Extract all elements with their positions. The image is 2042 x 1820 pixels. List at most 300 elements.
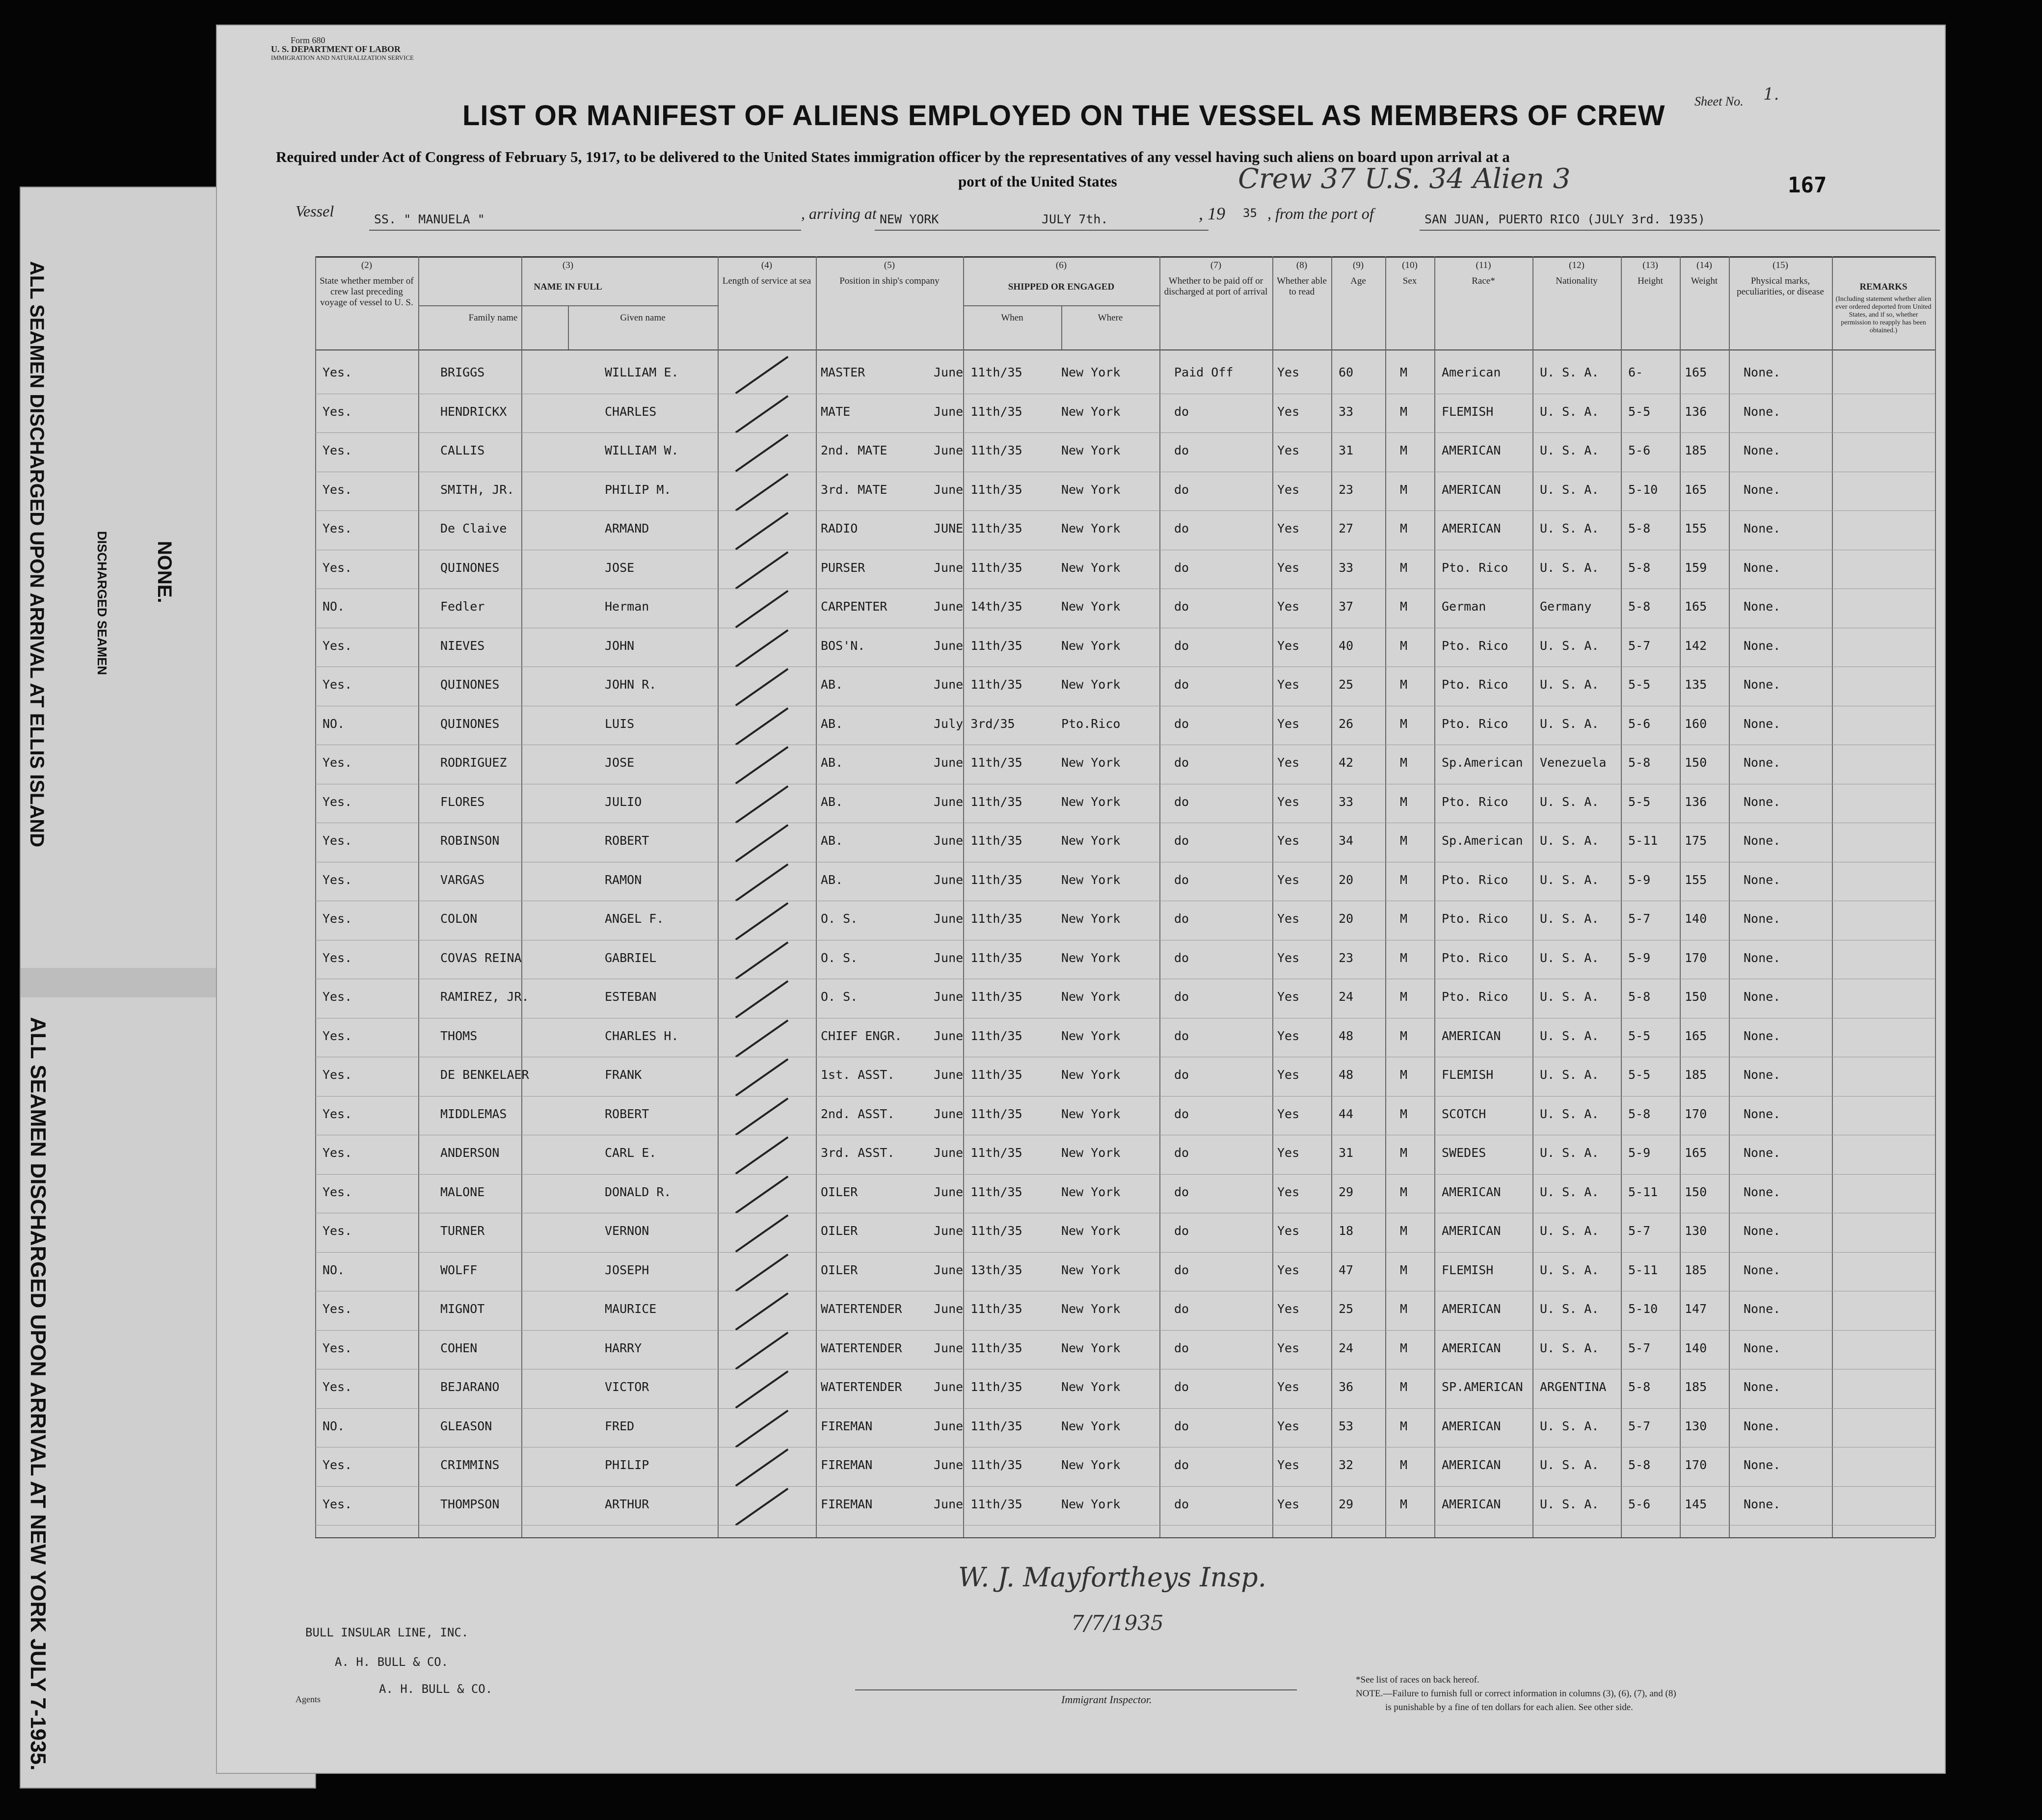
cell-sex: M [1400, 560, 1408, 575]
check-mark-stroke [735, 1019, 789, 1058]
cell-paid: do [1174, 638, 1189, 653]
cell-position: WATERTENDER [821, 1302, 902, 1316]
cell-read: Yes [1277, 365, 1300, 379]
cell-paid: do [1174, 521, 1189, 535]
cell-nat: U. S. A. [1540, 1302, 1599, 1316]
cell-sex: M [1400, 677, 1408, 692]
cell-sex: M [1400, 443, 1408, 457]
column-header: Nationality [1556, 276, 1598, 286]
cell-nat: U. S. A. [1540, 1068, 1599, 1082]
cell-race: FLEMISH [1442, 1068, 1494, 1082]
cell-sex: M [1400, 950, 1408, 965]
cell-position: PURSER [821, 560, 865, 575]
cell-sex: M [1400, 1106, 1408, 1121]
cell-prev: Yes. [322, 443, 352, 457]
column-header: REMARKS [1859, 282, 1908, 292]
cell-weight: 142 [1685, 638, 1707, 653]
cell-where: New York [1061, 1224, 1121, 1238]
cell-position: 2nd. MATE [821, 443, 887, 457]
cell-position: O. S. [821, 950, 858, 965]
cell-nat: U. S. A. [1540, 990, 1599, 1004]
cell-read: Yes [1277, 638, 1300, 653]
footnote-races: *See list of races on back hereof. [1356, 1675, 1479, 1685]
column-header: Physical marks, peculiarities, or disease [1737, 276, 1824, 297]
cell-age: 29 [1339, 1497, 1354, 1511]
column-rule [1621, 256, 1622, 1537]
cell-given: JULIO [605, 794, 642, 809]
form-department: U. S. DEPARTMENT OF LABOR [271, 44, 401, 54]
cell-family: THOMS [440, 1028, 478, 1043]
cell-marks: None. [1744, 1458, 1781, 1472]
column-rule [1272, 256, 1273, 1537]
cell-family: DE BENKELAER [440, 1068, 529, 1082]
cell-age: 25 [1339, 1302, 1354, 1316]
cell-when: June 11th/35 [934, 872, 1022, 887]
cell-nat: U. S. A. [1540, 560, 1599, 575]
cell-paid: do [1174, 1028, 1189, 1043]
cell-race: SCOTCH [1442, 1106, 1486, 1121]
cell-where: New York [1061, 1028, 1121, 1043]
cell-where: New York [1061, 833, 1121, 848]
cell-given: JOSEPH [605, 1262, 649, 1277]
year-prefix: , 19 [1199, 204, 1225, 223]
cell-prev: Yes. [322, 990, 352, 1004]
cell-nat: U. S. A. [1540, 1146, 1599, 1160]
cell-nat: U. S. A. [1540, 1340, 1599, 1355]
cell-where: New York [1061, 638, 1121, 653]
check-mark-stroke [735, 473, 789, 511]
cell-position: AB. [821, 872, 843, 887]
cell-when: June 13th/35 [934, 1262, 1022, 1277]
cell-sex: M [1400, 1068, 1408, 1082]
form-number: Form 680 [291, 35, 325, 45]
cell-nat: U. S. A. [1540, 1224, 1599, 1238]
cell-given: GABRIEL [605, 950, 657, 965]
column-rule [1434, 256, 1435, 1537]
cell-paid: do [1174, 443, 1189, 457]
check-mark-stroke [735, 941, 789, 980]
column-subheader: (Including statement whether alien ever ordered deported from United States, and if so, whether permission to reapply has been obtained.) [1835, 295, 1932, 335]
check-mark-stroke [735, 395, 789, 433]
cell-height: 5-6 [1628, 1497, 1651, 1511]
column-header: Whether to be paid off or discharged at port of arrival [1164, 276, 1268, 297]
manifest-page [216, 25, 1946, 1774]
cell-sex: M [1400, 1497, 1408, 1511]
cell-nat: U. S. A. [1540, 833, 1599, 848]
column-header: Age [1350, 276, 1366, 286]
cell-height: 5-6 [1628, 716, 1651, 731]
cell-weight: 140 [1685, 911, 1707, 926]
cell-age: 23 [1339, 482, 1354, 497]
cell-prev: Yes. [322, 755, 352, 770]
cell-race: Pto. Rico [1442, 677, 1508, 692]
cell-when: June 11th/35 [934, 950, 1022, 965]
cell-family: GLEASON [440, 1419, 492, 1433]
cell-prev: Yes. [322, 1184, 352, 1199]
cell-family: ROBINSON [440, 833, 500, 848]
cell-age: 53 [1339, 1419, 1354, 1433]
cell-weight: 165 [1685, 365, 1707, 379]
cell-height: 5-7 [1628, 1419, 1651, 1433]
cell-age: 31 [1339, 443, 1354, 457]
cell-prev: Yes. [322, 1028, 352, 1043]
cell-given: JOHN [605, 638, 635, 653]
column-header: NAME IN FULL [534, 282, 602, 292]
cell-paid: do [1174, 716, 1189, 731]
cell-age: 44 [1339, 1106, 1354, 1121]
cell-prev: Yes. [322, 1340, 352, 1355]
check-mark-stroke [735, 551, 789, 589]
cell-position: 3rd. MATE [821, 482, 887, 497]
cell-prev: Yes. [322, 1458, 352, 1472]
cell-paid: do [1174, 1302, 1189, 1316]
cell-read: Yes [1277, 443, 1300, 457]
cell-position: BOS'N. [821, 638, 865, 653]
cell-where: New York [1061, 404, 1121, 419]
strip-discharged-label: DISCHARGED SEAMEN [95, 531, 109, 675]
cell-where: New York [1061, 599, 1121, 614]
header-subdivider [568, 305, 569, 349]
cell-family: COVAS REINA [440, 950, 522, 965]
cell-sex: M [1400, 755, 1408, 770]
column-header: Position in ship's company [839, 276, 940, 286]
cell-paid: do [1174, 404, 1189, 419]
cell-nat: U. S. A. [1540, 1497, 1599, 1511]
cell-height: 5-10 [1628, 1302, 1658, 1316]
cell-given: LUIS [605, 716, 635, 731]
cell-when: June 11th/35 [934, 1224, 1022, 1238]
cell-height: 5-8 [1628, 560, 1651, 575]
cell-paid: do [1174, 1380, 1189, 1394]
cell-paid: do [1174, 1340, 1189, 1355]
cell-marks: None. [1744, 482, 1781, 497]
handwritten-crew-note: Crew 37 U.S. 34 Alien 3 [1238, 163, 1571, 195]
cell-weight: 185 [1685, 1068, 1707, 1082]
row-rule [315, 1408, 1935, 1409]
cell-race: Pto. Rico [1442, 794, 1508, 809]
cell-age: 47 [1339, 1262, 1354, 1277]
cell-paid: do [1174, 911, 1189, 926]
cell-height: 5-5 [1628, 1028, 1651, 1043]
column-rule [1832, 256, 1833, 1537]
cell-when: June 11th/35 [934, 638, 1022, 653]
cell-nat: U. S. A. [1540, 365, 1599, 379]
column-subheader: Family name [468, 313, 518, 323]
cell-paid: do [1174, 560, 1189, 575]
cell-sex: M [1400, 521, 1408, 535]
row-rule [315, 1486, 1935, 1487]
cell-marks: None. [1744, 1302, 1781, 1316]
arrival-year: 35 [1243, 206, 1257, 220]
check-mark-stroke [735, 356, 789, 394]
cell-paid: do [1174, 1146, 1189, 1160]
cell-given: ROBERT [605, 1106, 649, 1121]
cell-when: JUNE 11th/35 [934, 521, 1022, 535]
cell-family: COLON [440, 911, 478, 926]
cell-height: 5-7 [1628, 638, 1651, 653]
cell-when: June 11th/35 [934, 794, 1022, 809]
cell-prev: NO. [322, 1419, 345, 1433]
column-header: SHIPPED OR ENGAGED [1008, 282, 1115, 292]
cell-height: 5-5 [1628, 404, 1651, 419]
column-number: (14) [1696, 260, 1712, 270]
cell-height: 5-7 [1628, 911, 1651, 926]
column-rule [1935, 256, 1936, 1537]
column-header: Length of service at sea [722, 276, 811, 286]
cell-where: New York [1061, 1106, 1121, 1121]
cell-read: Yes [1277, 1224, 1300, 1238]
cell-nat: U. S. A. [1540, 950, 1599, 965]
cell-where: New York [1061, 755, 1121, 770]
footnote-fine: is punishable by a fine of ten dollars for each alien. See other side. [1385, 1702, 1633, 1713]
cell-nat: U. S. A. [1540, 1028, 1599, 1043]
crew-table [217, 26, 1945, 1773]
cell-age: 24 [1339, 1340, 1354, 1355]
cell-family: TURNER [440, 1224, 485, 1238]
cell-where: New York [1061, 1184, 1121, 1199]
cell-marks: None. [1744, 990, 1781, 1004]
cell-given: ROBERT [605, 833, 649, 848]
cell-nat: U. S. A. [1540, 521, 1599, 535]
cell-marks: None. [1744, 599, 1781, 614]
cell-position: OILER [821, 1262, 858, 1277]
cell-position: AB. [821, 794, 843, 809]
column-header: Height [1638, 276, 1663, 286]
cell-position: O. S. [821, 990, 858, 1004]
cell-where: New York [1061, 872, 1121, 887]
arriving-label: , arriving at [801, 205, 877, 222]
check-mark-stroke [735, 746, 789, 784]
cell-when: June 11th/35 [934, 1340, 1022, 1355]
cell-given: JOHN R. [605, 677, 657, 692]
manifest-subtitle-1: Required under Act of Congress of February 5, 1917, to be delivered to the United States immigration officer by the representatives of any vessel having such aliens on board upon arrival at a [276, 148, 1510, 165]
cell-race: AMERICAN [1442, 1340, 1501, 1355]
cell-paid: do [1174, 1458, 1189, 1472]
cell-family: RODRIGUEZ [440, 755, 507, 770]
cell-weight: 135 [1685, 677, 1707, 692]
column-rule [315, 256, 316, 1537]
cell-race: AMERICAN [1442, 1224, 1501, 1238]
cell-given: ARMAND [605, 521, 649, 535]
cell-sex: M [1400, 1340, 1408, 1355]
cell-sex: M [1400, 1146, 1408, 1160]
cell-position: OILER [821, 1184, 858, 1199]
cell-read: Yes [1277, 1146, 1300, 1160]
cell-paid: do [1174, 950, 1189, 965]
cell-prev: Yes. [322, 1380, 352, 1394]
cell-family: Fedler [440, 599, 485, 614]
cell-sex: M [1400, 911, 1408, 926]
cell-where: New York [1061, 365, 1121, 379]
cell-paid: do [1174, 1068, 1189, 1082]
cell-family: HENDRICKX [440, 404, 507, 419]
cell-when: June 11th/35 [934, 1068, 1022, 1082]
cell-age: 34 [1339, 833, 1354, 848]
cell-sex: M [1400, 1419, 1408, 1433]
cell-weight: 185 [1685, 443, 1707, 457]
cell-sex: M [1400, 794, 1408, 809]
cell-when: June 14th/35 [934, 599, 1022, 614]
cell-when: July 3rd/35 [934, 716, 1015, 731]
cell-weight: 185 [1685, 1380, 1707, 1394]
cell-given: VICTOR [605, 1380, 649, 1394]
cell-family: QUINONES [440, 560, 500, 575]
cell-when: June 11th/35 [934, 1146, 1022, 1160]
cell-nat: U. S. A. [1540, 1106, 1599, 1121]
cell-family: De Claive [440, 521, 507, 535]
cell-position: FIREMAN [821, 1419, 873, 1433]
cell-race: Sp.American [1442, 755, 1523, 770]
cell-marks: None. [1744, 443, 1781, 457]
header-bottom-border [315, 349, 1935, 350]
cell-where: New York [1061, 1146, 1121, 1160]
sheet-number: 1. [1763, 84, 1779, 104]
cell-height: 5-8 [1628, 990, 1651, 1004]
cell-given: MAURICE [605, 1302, 657, 1316]
cell-read: Yes [1277, 716, 1300, 731]
cell-read: Yes [1277, 872, 1300, 887]
cell-marks: None. [1744, 872, 1781, 887]
cell-when: June 11th/35 [934, 560, 1022, 575]
cell-nat: U. S. A. [1540, 716, 1599, 731]
stamp-number: 167 [1788, 173, 1827, 198]
cell-position: CHIEF ENGR. [821, 1028, 902, 1043]
cell-read: Yes [1277, 833, 1300, 848]
agents-label: Agents [296, 1694, 321, 1704]
footer-line-3: A. H. BULL & CO. [379, 1682, 493, 1696]
check-mark-stroke [735, 1176, 789, 1214]
cell-where: New York [1061, 1497, 1121, 1511]
cell-given: CHARLES H. [605, 1028, 679, 1043]
cell-prev: Yes. [322, 1106, 352, 1121]
cell-given: PHILIP [605, 1458, 649, 1472]
column-rule [1385, 256, 1386, 1537]
cell-nat: U. S. A. [1540, 1184, 1599, 1199]
cell-marks: None. [1744, 950, 1781, 965]
cell-prev: Yes. [322, 1497, 352, 1511]
cell-read: Yes [1277, 1458, 1300, 1472]
check-mark-stroke [735, 1370, 789, 1409]
cell-weight: 170 [1685, 950, 1707, 965]
column-header: State whether member of crew last preceding voyage of vessel to U. S. [320, 276, 414, 308]
signature-date: 7/7/1935 [1071, 1611, 1164, 1635]
header-subdivider [1061, 305, 1062, 349]
cell-weight: 159 [1685, 560, 1707, 575]
cell-age: 27 [1339, 521, 1354, 535]
row-rule [315, 1174, 1935, 1175]
column-number: (2) [361, 260, 373, 270]
cell-read: Yes [1277, 950, 1300, 965]
check-mark-stroke [735, 1410, 789, 1448]
cell-when: June 11th/35 [934, 1497, 1022, 1511]
column-number: (8) [1296, 260, 1308, 270]
cell-sex: M [1400, 1224, 1408, 1238]
cell-read: Yes [1277, 1340, 1300, 1355]
cell-marks: None. [1744, 755, 1781, 770]
cell-marks: None. [1744, 833, 1781, 848]
cell-paid: do [1174, 482, 1189, 497]
cell-age: 33 [1339, 404, 1354, 419]
cell-race: German [1442, 599, 1486, 614]
cell-weight: 165 [1685, 1028, 1707, 1043]
cell-paid: do [1174, 755, 1189, 770]
cell-paid: do [1174, 794, 1189, 809]
cell-marks: None. [1744, 1497, 1781, 1511]
cell-weight: 160 [1685, 716, 1707, 731]
cell-height: 5-8 [1628, 1380, 1651, 1394]
cell-family: CRIMMINS [440, 1458, 500, 1472]
cell-family: ANDERSON [440, 1146, 500, 1160]
column-header: Whether able to read [1277, 276, 1327, 297]
cell-where: New York [1061, 1262, 1121, 1277]
cell-when: June 11th/35 [934, 677, 1022, 692]
cell-position: AB. [821, 755, 843, 770]
check-mark-stroke [735, 1214, 789, 1253]
cell-age: 23 [1339, 950, 1354, 965]
cell-paid: do [1174, 1419, 1189, 1433]
cell-where: New York [1061, 1458, 1121, 1472]
cell-read: Yes [1277, 990, 1300, 1004]
cell-nat: U. S. A. [1540, 1262, 1599, 1277]
cell-race: American [1442, 365, 1501, 379]
check-mark-stroke [735, 1332, 789, 1370]
cell-sex: M [1400, 1302, 1408, 1316]
column-rule [1331, 256, 1332, 1537]
cell-given: RAMON [605, 872, 642, 887]
check-mark-stroke [735, 980, 789, 1018]
cell-weight: 150 [1685, 1184, 1707, 1199]
cell-age: 60 [1339, 365, 1354, 379]
column-number: (5) [884, 260, 895, 270]
column-subheader: When [1001, 313, 1023, 323]
cell-marks: None. [1744, 1068, 1781, 1082]
cell-given: DONALD R. [605, 1184, 672, 1199]
column-subheader: Given name [620, 313, 666, 323]
cell-given: HARRY [605, 1340, 642, 1355]
cell-read: Yes [1277, 521, 1300, 535]
cell-where: New York [1061, 1302, 1121, 1316]
cell-sex: M [1400, 365, 1408, 379]
cell-marks: None. [1744, 794, 1781, 809]
cell-paid: do [1174, 833, 1189, 848]
cell-prev: Yes. [322, 482, 352, 497]
cell-height: 5-8 [1628, 521, 1651, 535]
cell-read: Yes [1277, 1068, 1300, 1082]
cell-age: 20 [1339, 872, 1354, 887]
cell-nat: ARGENTINA [1540, 1380, 1607, 1394]
cell-prev: Yes. [322, 560, 352, 575]
cell-marks: None. [1744, 365, 1781, 379]
cell-height: 5-9 [1628, 950, 1651, 965]
vessel-label: Vessel [296, 202, 334, 220]
cell-where: New York [1061, 1419, 1121, 1433]
cell-sex: M [1400, 716, 1408, 731]
cell-paid: do [1174, 1184, 1189, 1199]
cell-marks: None. [1744, 1028, 1781, 1043]
cell-position: MATE [821, 404, 851, 419]
column-rule [1729, 256, 1730, 1537]
cell-weight: 170 [1685, 1458, 1707, 1472]
cell-nat: Venezuela [1540, 755, 1607, 770]
cell-height: 5-10 [1628, 482, 1658, 497]
cell-age: 33 [1339, 560, 1354, 575]
cell-paid: do [1174, 1262, 1189, 1277]
cell-weight: 136 [1685, 794, 1707, 809]
cell-nat: U. S. A. [1540, 872, 1599, 887]
cell-sex: M [1400, 1380, 1408, 1394]
cell-race: AMERICAN [1442, 521, 1501, 535]
cell-race: SWEDES [1442, 1146, 1486, 1160]
